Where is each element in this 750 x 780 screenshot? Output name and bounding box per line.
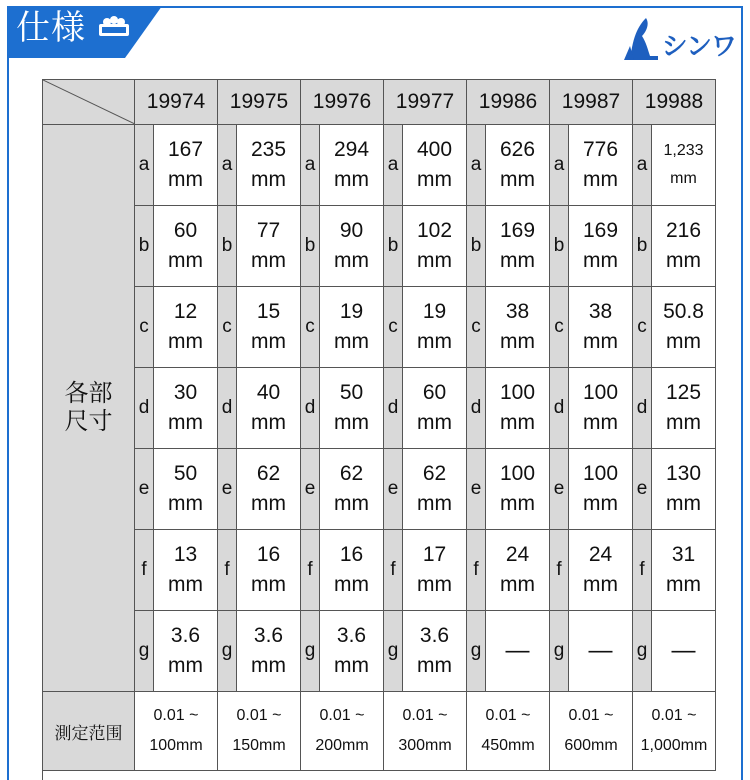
dimension-value [237,206,301,287]
value-number: 77 [256,219,281,242]
dimension-value [652,449,716,530]
dimension-label: f [467,530,486,611]
dimension-row [43,611,716,692]
value-unit: mm [334,330,369,353]
value-number: 50 [339,381,364,404]
dimension-value [403,368,467,449]
value-unit: mm [168,168,203,191]
range-end: 300mm [398,737,452,754]
value-number: 38 [588,300,613,323]
dimension-label: f [550,530,569,611]
value-number: 40 [256,381,281,404]
value-unit: mm [583,573,618,596]
dimension-label: e [135,449,154,530]
value-number: 90 [339,219,364,242]
dimension-label: g [467,611,486,692]
dimension-value [403,530,467,611]
dimension-label: b [633,206,652,287]
value-number: — [505,637,530,664]
value-number: 19 [339,300,364,323]
value-unit: mm [417,411,452,434]
value-unit: mm [417,249,452,272]
dimension-value [569,287,633,368]
value-unit: mm [334,654,369,677]
range-end: 100mm [149,737,203,754]
value-unit: mm [168,411,203,434]
range-start: 0.01 ~ [568,707,614,724]
value-unit: mm [417,492,452,515]
dimension-label: e [467,449,486,530]
value-unit: mm [417,573,452,596]
dimension-value [652,368,716,449]
value-unit: mm [500,411,535,434]
measurement-range [135,692,218,771]
value-unit: mm [168,249,203,272]
dimension-value [569,449,633,530]
measurement-range [550,692,633,771]
diagonal-line [43,80,135,124]
value-number: 100 [582,462,619,485]
dimension-value [154,449,218,530]
dimension-value [237,449,301,530]
dimension-value [569,611,633,692]
value-number: 31 [671,543,696,566]
dimension-label: c [550,287,569,368]
dimension-row [43,206,716,287]
dimension-label: a [135,125,154,206]
range-start: 0.01 ~ [236,707,282,724]
dimension-label: f [218,530,237,611]
value-unit: mm [500,492,535,515]
dimension-label: c [384,287,403,368]
value-unit: mm [251,492,286,515]
dimension-label: a [467,125,486,206]
corner-cell [43,80,135,125]
dimension-label: d [467,368,486,449]
range-end: 1,000mm [640,737,708,754]
value-unit: mm [500,168,535,191]
dimension-value [486,449,550,530]
model-header: 19977 [384,80,467,125]
value-number: 16 [339,543,364,566]
model-header-row [43,80,716,125]
value-unit: mm [670,170,697,187]
value-unit: mm [417,654,452,677]
dimension-row [43,530,716,611]
value-number: 17 [422,543,447,566]
value-unit: mm [666,492,701,515]
value-unit: mm [417,168,452,191]
value-number: 169 [582,219,619,242]
dimension-label: g [135,611,154,692]
value-unit: mm [666,249,701,272]
dimension-value [237,530,301,611]
range-end: 150mm [232,737,286,754]
dimension-value [320,125,384,206]
dimension-label: b [301,206,320,287]
dimension-label: b [384,206,403,287]
dimension-label: f [301,530,320,611]
value-number: 3.6 [253,624,284,647]
dimension-value [320,449,384,530]
measurement-range [467,692,550,771]
dimension-label: f [384,530,403,611]
spec-table [42,79,716,771]
dimension-value [320,287,384,368]
value-unit: mm [583,330,618,353]
dimension-label: a [301,125,320,206]
value-unit: mm [666,330,701,353]
value-number: 235 [250,138,287,161]
measurement-range [384,692,467,771]
value-number: 294 [333,138,370,161]
range-start: 0.01 ~ [485,707,531,724]
value-unit: mm [334,492,369,515]
value-number: 100 [582,381,619,404]
value-unit: mm [251,330,286,353]
dimension-value [486,611,550,692]
value-number: 1,233 [663,142,704,159]
dimension-value [486,530,550,611]
dimension-value [154,287,218,368]
dimension-label: c [135,287,154,368]
dimension-label: a [550,125,569,206]
dimension-value [237,287,301,368]
dimension-label: g [633,611,652,692]
dimension-label: e [218,449,237,530]
dimension-value [569,206,633,287]
range-start: 0.01 ~ [319,707,365,724]
range-end: 200mm [315,737,369,754]
value-number: 776 [582,138,619,161]
dimension-value [652,125,716,206]
dimension-row [43,287,716,368]
dimension-label: d [384,368,403,449]
value-unit: mm [500,330,535,353]
dimension-value [403,449,467,530]
measurement-range [301,692,384,771]
value-unit: mm [417,330,452,353]
value-unit: mm [168,330,203,353]
range-row [43,692,716,771]
dimension-value [652,530,716,611]
dimension-label: c [218,287,237,368]
dimension-value [403,287,467,368]
value-number: 62 [422,462,447,485]
dimension-value [237,125,301,206]
shinwa-logo-icon [620,16,660,60]
range-start: 0.01 ~ [402,707,448,724]
dimension-label: b [135,206,154,287]
value-number: 169 [499,219,536,242]
value-number: 38 [505,300,530,323]
value-unit: mm [500,573,535,596]
dimension-value [652,287,716,368]
dimension-row [43,368,716,449]
range-end: 450mm [481,737,535,754]
value-number: 24 [588,543,613,566]
value-number: 102 [416,219,453,242]
value-number: 62 [256,462,281,485]
value-number: 15 [256,300,281,323]
model-header: 19975 [218,80,301,125]
dimension-value [486,368,550,449]
dimension-label: d [633,368,652,449]
value-number: 125 [665,381,702,404]
dimension-value [154,125,218,206]
value-number: 626 [499,138,536,161]
value-unit: mm [251,168,286,191]
dimension-row [43,449,716,530]
value-unit: mm [583,411,618,434]
dimension-label: c [633,287,652,368]
dimension-label: a [218,125,237,206]
dimension-label: g [550,611,569,692]
dimension-label: g [218,611,237,692]
dimension-value [486,206,550,287]
dimension-value [320,206,384,287]
value-number: 3.6 [336,624,367,647]
value-number: 60 [173,219,198,242]
range-start: 0.01 ~ [153,707,199,724]
dimension-label: a [633,125,652,206]
dimension-label: c [467,287,486,368]
dimension-label: g [301,611,320,692]
value-number: 12 [173,300,198,323]
dimension-value [237,611,301,692]
dimension-value [486,287,550,368]
dimension-header: 各部 尺寸 [43,125,135,692]
measurement-range [633,692,716,771]
value-number: 50 [173,462,198,485]
value-number: — [588,637,613,664]
model-header: 19988 [633,80,716,125]
dimension-label: c [301,287,320,368]
dimension-value [154,206,218,287]
dimension-label: d [550,368,569,449]
value-number: 16 [256,543,281,566]
dimension-label: e [384,449,403,530]
value-unit: mm [251,573,286,596]
dimension-label: g [384,611,403,692]
value-unit: mm [251,654,286,677]
range-start: 0.01 ~ [651,707,697,724]
value-number: 130 [665,462,702,485]
dimension-label: e [301,449,320,530]
page-title: 仕様 [16,9,86,47]
dimension-value [652,206,716,287]
value-unit: mm [168,654,203,677]
range-header: 測定范围 [43,692,135,771]
model-header: 19974 [135,80,218,125]
value-number: 50.8 [663,300,704,323]
brand-name: シンワ [661,32,736,62]
dimension-label: d [218,368,237,449]
brand-logo [620,14,736,60]
dimension-value [237,368,301,449]
value-number: 30 [173,381,198,404]
value-number: 19 [422,300,447,323]
value-unit: mm [334,168,369,191]
dimension-value [154,368,218,449]
dimension-value [403,206,467,287]
value-number: 100 [499,462,536,485]
value-number: 24 [505,543,530,566]
value-number: 60 [422,381,447,404]
value-unit: mm [168,492,203,515]
value-unit: mm [168,573,203,596]
value-number: 400 [416,138,453,161]
table-continuation [42,771,710,780]
value-number: 167 [167,138,204,161]
dimension-label: a [384,125,403,206]
model-header: 19986 [467,80,550,125]
dimension-value [403,611,467,692]
dimension-label: f [633,530,652,611]
dimension-label: b [550,206,569,287]
dimension-value [403,125,467,206]
value-unit: mm [583,168,618,191]
dimension-label: d [135,368,154,449]
value-unit: mm [666,573,701,596]
value-number: 62 [339,462,364,485]
dimension-value [154,611,218,692]
dimension-label: b [218,206,237,287]
dimension-value [154,530,218,611]
value-number: 216 [665,219,702,242]
dimension-value [320,611,384,692]
value-number: 100 [499,381,536,404]
value-unit: mm [334,249,369,272]
value-unit: mm [583,492,618,515]
model-header: 19987 [550,80,633,125]
value-number: 3.6 [170,624,201,647]
dimension-label: e [550,449,569,530]
value-number: 3.6 [419,624,450,647]
model-header: 19976 [301,80,384,125]
value-unit: mm [251,249,286,272]
value-number: 13 [173,543,198,566]
dimension-row [43,125,716,206]
dimension-value [320,368,384,449]
value-unit: mm [334,411,369,434]
dimension-label: e [633,449,652,530]
dimension-value [569,530,633,611]
value-unit: mm [251,411,286,434]
dimension-value [569,125,633,206]
dimension-label: b [467,206,486,287]
measurement-range [218,692,301,771]
dimension-value [569,368,633,449]
dimension-label: d [301,368,320,449]
dimension-value [652,611,716,692]
value-unit: mm [666,411,701,434]
dimension-value [320,530,384,611]
value-unit: mm [500,249,535,272]
value-unit: mm [334,573,369,596]
dimension-value [486,125,550,206]
range-end: 600mm [564,737,618,754]
dimension-label: f [135,530,154,611]
value-unit: mm [583,249,618,272]
value-number: — [671,637,696,664]
